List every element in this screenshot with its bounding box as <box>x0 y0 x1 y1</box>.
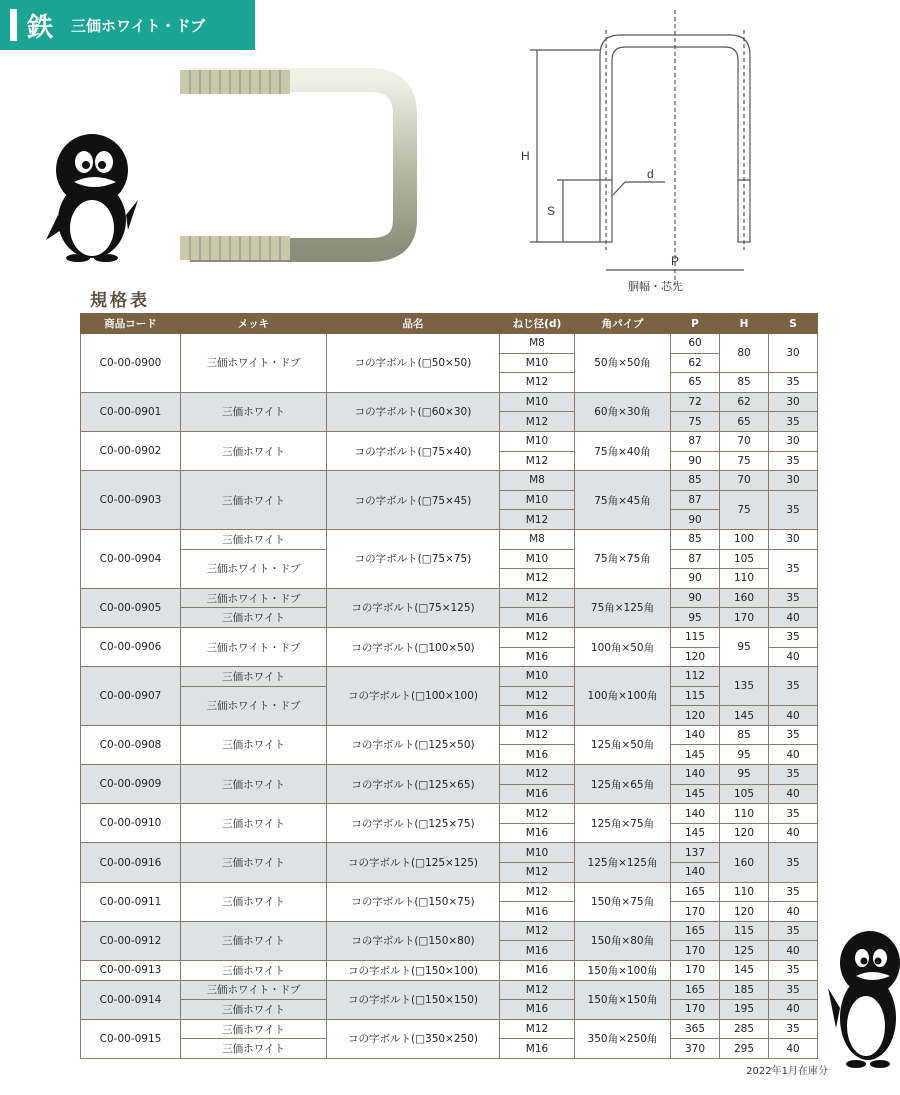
plating-cell: 三価ホワイト <box>181 529 327 549</box>
product-name-cell: コの字ボルト(□150×150) <box>327 980 500 1019</box>
header-code: 商品コード <box>81 314 181 334</box>
p-value-cell: 140 <box>671 863 720 883</box>
thread-diameter-cell: M10 <box>500 431 575 451</box>
s-value-cell: 40 <box>769 784 818 804</box>
product-group <box>81 667 818 726</box>
product-group <box>81 1019 818 1058</box>
plating-cell: 三価ホワイト <box>181 608 327 628</box>
p-value-cell: 170 <box>671 941 720 961</box>
product-code-cell: C0-00-0902 <box>81 431 181 470</box>
plating-cell: 三価ホワイト <box>181 392 327 431</box>
plating-cell: 三価ホワイト・ドブ <box>181 334 327 393</box>
product-code-cell: C0-00-0915 <box>81 1019 181 1058</box>
p-value-cell: 90 <box>671 510 720 530</box>
p-value-cell: 120 <box>671 647 720 667</box>
product-name-cell: コの字ボルト(□50×50) <box>327 334 500 393</box>
s-value-cell: 35 <box>769 588 818 608</box>
h-value-cell: 285 <box>720 1019 769 1039</box>
thread-diameter-cell: M16 <box>500 823 575 843</box>
p-value-cell: 85 <box>671 471 720 491</box>
product-group <box>81 921 818 960</box>
plating-cell: 三価ホワイト <box>181 667 327 687</box>
s-value-cell: 35 <box>769 412 818 432</box>
thread-diameter-cell: M16 <box>500 706 575 726</box>
s-value-cell: 35 <box>769 451 818 471</box>
p-value-cell: 120 <box>671 706 720 726</box>
thread-diameter-cell: M10 <box>500 667 575 687</box>
product-code-cell: C0-00-0909 <box>81 765 181 804</box>
product-code-cell: C0-00-0911 <box>81 882 181 921</box>
product-name-cell: コの字ボルト(□150×75) <box>327 882 500 921</box>
square-pipe-cell: 125角×50角 <box>575 725 671 764</box>
product-code-cell: C0-00-0912 <box>81 921 181 960</box>
thread-diameter-cell: M8 <box>500 471 575 491</box>
product-code-cell: C0-00-0908 <box>81 725 181 764</box>
s-value-cell: 40 <box>769 1000 818 1020</box>
product-code-cell: C0-00-0910 <box>81 804 181 843</box>
product-group <box>81 843 818 882</box>
p-value-cell: 165 <box>671 882 720 902</box>
h-value-cell: 125 <box>720 941 769 961</box>
p-value-cell: 145 <box>671 745 720 765</box>
p-value-cell: 75 <box>671 412 720 432</box>
u-bolt-photo <box>170 60 420 270</box>
product-name-cell: コの字ボルト(□150×100) <box>327 961 500 981</box>
product-group <box>81 334 818 393</box>
thread-diameter-cell: M12 <box>500 686 575 706</box>
table-row <box>81 471 818 491</box>
s-value-cell: 35 <box>769 961 818 981</box>
s-value-cell: 40 <box>769 647 818 667</box>
s-value-cell: 30 <box>769 529 818 549</box>
h-value-cell: 145 <box>720 961 769 981</box>
table-row <box>81 882 818 902</box>
thread-diameter-cell: M12 <box>500 451 575 471</box>
p-value-cell: 65 <box>671 373 720 393</box>
product-group <box>81 882 818 921</box>
s-value-cell: 35 <box>769 1019 818 1039</box>
thread-diameter-cell: M16 <box>500 902 575 922</box>
p-value-cell: 90 <box>671 588 720 608</box>
thread-diameter-cell: M12 <box>500 412 575 432</box>
thread-diameter-cell: M16 <box>500 784 575 804</box>
thread-diameter-cell: M16 <box>500 608 575 628</box>
thread-diameter-cell: M12 <box>500 373 575 393</box>
product-name-cell: コの字ボルト(□100×50) <box>327 627 500 666</box>
p-value-cell: 60 <box>671 334 720 354</box>
header-subtitle: 三価ホワイト・ドブ <box>71 16 206 35</box>
diagram-label-h: H <box>521 149 530 163</box>
product-code-cell: C0-00-0907 <box>81 667 181 726</box>
s-value-cell: 35 <box>769 980 818 1000</box>
s-value-cell: 35 <box>769 725 818 745</box>
product-group <box>81 804 818 843</box>
h-value-cell: 85 <box>720 373 769 393</box>
thread-diameter-cell: M12 <box>500 1019 575 1039</box>
s-value-cell: 30 <box>769 334 818 373</box>
table-row <box>81 588 818 608</box>
s-value-cell: 35 <box>769 804 818 824</box>
diagram-label-s: S <box>547 204 556 218</box>
diagram-label-d: d <box>647 167 654 181</box>
h-value-cell: 295 <box>720 1039 769 1059</box>
product-name-cell: コの字ボルト(□100×100) <box>327 667 500 726</box>
plating-cell: 三価ホワイト <box>181 725 327 764</box>
plating-cell: 三価ホワイト・ドブ <box>181 588 327 608</box>
thread-diameter-cell: M12 <box>500 765 575 785</box>
p-value-cell: 62 <box>671 353 720 373</box>
s-value-cell: 40 <box>769 823 818 843</box>
h-value-cell: 75 <box>720 490 769 529</box>
header-p: P <box>671 314 720 334</box>
product-code-cell: C0-00-0913 <box>81 961 181 981</box>
header-h: H <box>720 314 769 334</box>
thread-diameter-cell: M16 <box>500 941 575 961</box>
square-pipe-cell: 60角×30角 <box>575 392 671 431</box>
p-value-cell: 145 <box>671 823 720 843</box>
plating-cell: 三価ホワイト <box>181 882 327 921</box>
h-value-cell: 110 <box>720 882 769 902</box>
h-value-cell: 160 <box>720 588 769 608</box>
product-code-cell: C0-00-0900 <box>81 334 181 393</box>
p-value-cell: 170 <box>671 902 720 922</box>
thread-diameter-cell: M10 <box>500 490 575 510</box>
plating-cell: 三価ホワイト・ドブ <box>181 686 327 725</box>
product-group <box>81 627 818 666</box>
product-code-cell: C0-00-0905 <box>81 588 181 627</box>
square-pipe-cell: 125角×125角 <box>575 843 671 882</box>
p-value-cell: 170 <box>671 1000 720 1020</box>
p-value-cell: 87 <box>671 549 720 569</box>
header-accent-bar <box>10 9 17 41</box>
plating-cell: 三価ホワイト・ドブ <box>181 980 327 1000</box>
product-group <box>81 392 818 431</box>
table-row <box>81 667 818 687</box>
product-group <box>81 588 818 627</box>
p-value-cell: 165 <box>671 921 720 941</box>
p-value-cell: 95 <box>671 608 720 628</box>
p-value-cell: 140 <box>671 804 720 824</box>
h-value-cell: 105 <box>720 784 769 804</box>
h-value-cell: 100 <box>720 529 769 549</box>
product-group <box>81 961 818 981</box>
h-value-cell: 95 <box>720 745 769 765</box>
product-group <box>81 725 818 764</box>
square-pipe-cell: 150角×100角 <box>575 961 671 981</box>
product-name-cell: コの字ボルト(□75×45) <box>327 471 500 530</box>
product-name-cell: コの字ボルト(□350×250) <box>327 1019 500 1058</box>
header-s: S <box>769 314 818 334</box>
table-row <box>81 921 818 941</box>
product-name-cell: コの字ボルト(□75×125) <box>327 588 500 627</box>
header-plating: メッキ <box>181 314 327 334</box>
square-pipe-cell: 75角×125角 <box>575 588 671 627</box>
square-pipe-cell: 100角×100角 <box>575 667 671 726</box>
product-name-cell: コの字ボルト(□125×125) <box>327 843 500 882</box>
square-pipe-cell: 350角×250角 <box>575 1019 671 1058</box>
thread-diameter-cell: M16 <box>500 1000 575 1020</box>
p-value-cell: 140 <box>671 765 720 785</box>
table-row <box>81 334 818 354</box>
p-value-cell: 165 <box>671 980 720 1000</box>
table-row <box>81 627 818 647</box>
p-value-cell: 90 <box>671 569 720 589</box>
plating-cell: 三価ホワイト・ドブ <box>181 627 327 666</box>
p-value-cell: 137 <box>671 843 720 863</box>
thread-diameter-cell: M10 <box>500 549 575 569</box>
thread-diameter-cell: M12 <box>500 588 575 608</box>
s-value-cell: 30 <box>769 431 818 451</box>
s-value-cell: 40 <box>769 745 818 765</box>
s-value-cell: 35 <box>769 882 818 902</box>
plating-cell: 三価ホワイト <box>181 804 327 843</box>
square-pipe-cell: 150角×80角 <box>575 921 671 960</box>
product-group <box>81 980 818 1019</box>
h-value-cell: 135 <box>720 667 769 706</box>
product-group <box>81 529 818 588</box>
p-value-cell: 115 <box>671 686 720 706</box>
h-value-cell: 110 <box>720 569 769 589</box>
table-row <box>81 804 818 824</box>
s-value-cell: 35 <box>769 549 818 588</box>
diagram-caption: 胴幅・芯先 <box>628 280 683 293</box>
square-pipe-cell: 125角×75角 <box>575 804 671 843</box>
header-square-pipe: 角パイプ <box>575 314 671 334</box>
table-row <box>81 961 818 981</box>
thread-diameter-cell: M12 <box>500 980 575 1000</box>
table-row <box>81 843 818 863</box>
h-value-cell: 170 <box>720 608 769 628</box>
h-value-cell: 145 <box>720 706 769 726</box>
product-group <box>81 431 818 470</box>
thread-diameter-cell: M8 <box>500 529 575 549</box>
plating-cell: 三価ホワイト <box>181 1019 327 1039</box>
product-code-cell: C0-00-0914 <box>81 980 181 1019</box>
plating-cell: 三価ホワイト・ドブ <box>181 549 327 588</box>
table-row <box>81 392 818 412</box>
product-name-cell: コの字ボルト(□60×30) <box>327 392 500 431</box>
s-value-cell: 35 <box>769 921 818 941</box>
square-pipe-cell: 75角×40角 <box>575 431 671 470</box>
spec-table-title: 規格表 <box>90 291 150 311</box>
thread-diameter-cell: M16 <box>500 961 575 981</box>
plating-cell: 三価ホワイト <box>181 961 327 981</box>
product-group <box>81 471 818 530</box>
h-value-cell: 120 <box>720 823 769 843</box>
h-value-cell: 85 <box>720 725 769 745</box>
table-row <box>81 980 818 1000</box>
plating-cell: 三価ホワイト <box>181 431 327 470</box>
penguin-mascot-image <box>828 918 900 1068</box>
product-name-cell: コの字ボルト(□125×50) <box>327 725 500 764</box>
table-row <box>81 725 818 745</box>
s-value-cell: 40 <box>769 902 818 922</box>
h-value-cell: 160 <box>720 843 769 882</box>
spec-table <box>80 313 818 1059</box>
square-pipe-cell: 150角×150角 <box>575 980 671 1019</box>
h-value-cell: 105 <box>720 549 769 569</box>
table-row <box>81 765 818 785</box>
s-value-cell: 35 <box>769 765 818 785</box>
plating-cell: 三価ホワイト <box>181 921 327 960</box>
header-thread-diameter: ねじ径(d) <box>500 314 575 334</box>
penguin-mascot-image <box>44 120 140 262</box>
header-title: 鉄 <box>27 12 54 43</box>
plating-cell: 三価ホワイト <box>181 471 327 530</box>
table-row <box>81 431 818 451</box>
plating-cell: 三価ホワイト <box>181 1039 327 1059</box>
p-value-cell: 87 <box>671 490 720 510</box>
h-value-cell: 80 <box>720 334 769 373</box>
square-pipe-cell: 100角×50角 <box>575 627 671 666</box>
h-value-cell: 62 <box>720 392 769 412</box>
h-value-cell: 95 <box>720 627 769 666</box>
h-value-cell: 115 <box>720 921 769 941</box>
p-value-cell: 115 <box>671 627 720 647</box>
product-name-cell: コの字ボルト(□150×80) <box>327 921 500 960</box>
p-value-cell: 90 <box>671 451 720 471</box>
s-value-cell: 30 <box>769 471 818 491</box>
product-name-cell: コの字ボルト(□125×75) <box>327 804 500 843</box>
diagram-label-p: P <box>671 254 680 268</box>
s-value-cell: 40 <box>769 1039 818 1059</box>
s-value-cell: 35 <box>769 843 818 882</box>
thread-diameter-cell: M16 <box>500 647 575 667</box>
dimension-diagram <box>515 10 765 300</box>
square-pipe-cell: 50角×50角 <box>575 334 671 393</box>
h-value-cell: 95 <box>720 765 769 785</box>
h-value-cell: 75 <box>720 451 769 471</box>
product-code-cell: C0-00-0906 <box>81 627 181 666</box>
product-group <box>81 765 818 804</box>
s-value-cell: 35 <box>769 627 818 647</box>
product-name-cell: コの字ボルト(□75×75) <box>327 529 500 588</box>
stock-date-note: 2022年1月在庫分 <box>746 1066 828 1077</box>
thread-diameter-cell: M10 <box>500 392 575 412</box>
page-header <box>0 0 255 50</box>
table-row <box>81 1019 818 1039</box>
product-code-cell: C0-00-0916 <box>81 843 181 882</box>
product-name-cell: コの字ボルト(□125×65) <box>327 765 500 804</box>
thread-diameter-cell: M12 <box>500 627 575 647</box>
thread-diameter-cell: M12 <box>500 569 575 589</box>
square-pipe-cell: 125角×65角 <box>575 765 671 804</box>
p-value-cell: 85 <box>671 529 720 549</box>
thread-diameter-cell: M12 <box>500 725 575 745</box>
p-value-cell: 365 <box>671 1019 720 1039</box>
p-value-cell: 170 <box>671 961 720 981</box>
p-value-cell: 112 <box>671 667 720 687</box>
s-value-cell: 40 <box>769 941 818 961</box>
thread-diameter-cell: M12 <box>500 804 575 824</box>
s-value-cell: 35 <box>769 667 818 706</box>
thread-diameter-cell: M12 <box>500 510 575 530</box>
header-product-name: 品名 <box>327 314 500 334</box>
thread-diameter-cell: M10 <box>500 843 575 863</box>
p-value-cell: 87 <box>671 431 720 451</box>
plating-cell: 三価ホワイト <box>181 1000 327 1020</box>
p-value-cell: 72 <box>671 392 720 412</box>
h-value-cell: 185 <box>720 980 769 1000</box>
thread-diameter-cell: M12 <box>500 882 575 902</box>
thread-diameter-cell: M16 <box>500 1039 575 1059</box>
square-pipe-cell: 150角×75角 <box>575 882 671 921</box>
plating-cell: 三価ホワイト <box>181 765 327 804</box>
h-value-cell: 65 <box>720 412 769 432</box>
s-value-cell: 30 <box>769 392 818 412</box>
s-value-cell: 40 <box>769 608 818 628</box>
table-header-row <box>81 314 818 334</box>
product-code-cell: C0-00-0904 <box>81 529 181 588</box>
p-value-cell: 140 <box>671 725 720 745</box>
s-value-cell: 35 <box>769 373 818 393</box>
product-code-cell: C0-00-0901 <box>81 392 181 431</box>
square-pipe-cell: 75角×75角 <box>575 529 671 588</box>
p-value-cell: 370 <box>671 1039 720 1059</box>
thread-diameter-cell: M8 <box>500 334 575 354</box>
product-code-cell: C0-00-0903 <box>81 471 181 530</box>
s-value-cell: 35 <box>769 490 818 529</box>
table-row <box>81 529 818 549</box>
thread-diameter-cell: M12 <box>500 863 575 883</box>
plating-cell: 三価ホワイト <box>181 843 327 882</box>
thread-diameter-cell: M10 <box>500 353 575 373</box>
h-value-cell: 195 <box>720 1000 769 1020</box>
h-value-cell: 110 <box>720 804 769 824</box>
thread-diameter-cell: M16 <box>500 745 575 765</box>
thread-diameter-cell: M12 <box>500 921 575 941</box>
product-name-cell: コの字ボルト(□75×40) <box>327 431 500 470</box>
h-value-cell: 70 <box>720 431 769 451</box>
square-pipe-cell: 75角×45角 <box>575 471 671 530</box>
p-value-cell: 145 <box>671 784 720 804</box>
h-value-cell: 70 <box>720 471 769 491</box>
s-value-cell: 40 <box>769 706 818 726</box>
h-value-cell: 120 <box>720 902 769 922</box>
